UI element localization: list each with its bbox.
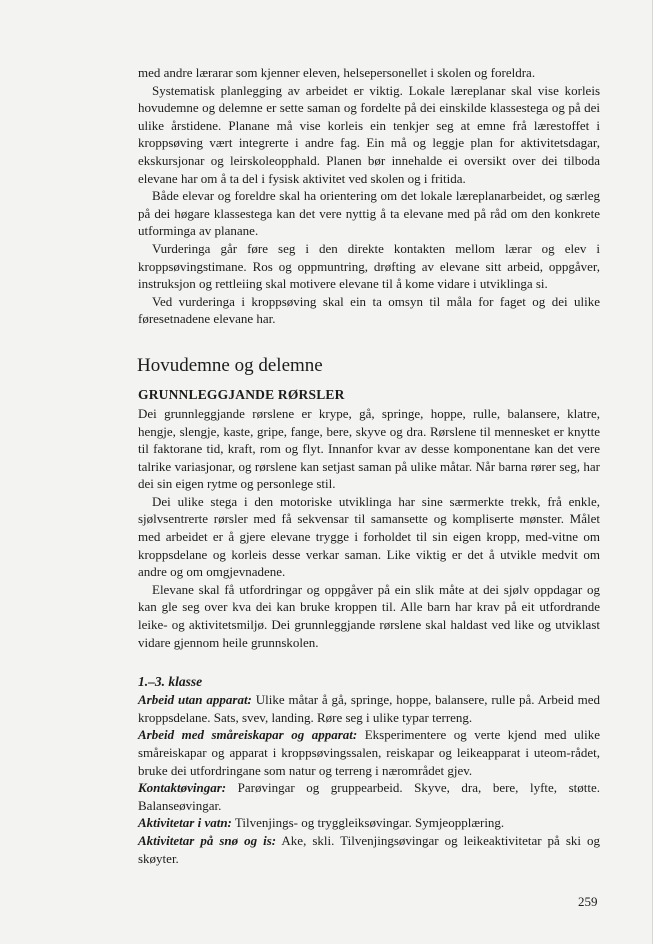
subsection-heading: GRUNNLEGGJANDE RØRSLER — [138, 386, 345, 402]
grade-item — [138, 832, 600, 867]
page-number: 259 — [578, 894, 598, 909]
goals-paragraph: Ved vurderinga i kroppsøving skal ein ta omsyn til måla for faget og dei ulike føresetnadene elevane har. — [138, 293, 600, 327]
grade-item-lead: Kontaktøvingar: — [138, 780, 227, 796]
motor-development-paragraph: Dei ulike stega i den motoriske utviklinga har sine særmerkte trekk, frå enkle, sjølvsentrerte rørsler med få sekvensar til samansette og kompliserte mønster. Målet med arbeidet er å gjere elevane trygge i forholdet til sin eigen kropp, med-vitne om kroppsdelane og korleis desse verkar saman. Like viktig er det å utvikle medvit om andre og om omgjevnadene. — [138, 493, 600, 580]
grade-item — [138, 726, 600, 779]
grade-item-text: Parøvingar og gruppearbeid. Skyve, dra, bere, lyfte, støtte. Balanseøvingar. — [138, 780, 600, 813]
assessment-paragraph: Vurderinga går føre seg i den direkte kontakten mellom lærar og elev i kroppsøvingstimane. Ros og oppmuntring, drøfting av elevane sitt arbeid, oppgåver, instruksjon og rettleiing skal motivere elevane til å kome vidare i utviklinga si. — [138, 240, 600, 292]
grade-item-text: Tilvenjings- og tryggleiksøvingar. Symjeopplæring. — [231, 815, 505, 831]
basic-movements-paragraph: Dei grunnleggjande rørslene er krype, gå, springe, hoppe, rulle, balansere, klatre, hengje, slengje, kaste, gripe, fange, bere, skyve og dra. Rørslene til mennesket er knytte til faktorane tid, kraft, rom og flyt. Innanfor kvar av desse komponentane kan det vere talrike variasjonar, og rørslene kan setjast saman på ulike måtar. Når barna rører seg, har dei sin eigen rytme og personlege stil. — [138, 405, 600, 492]
grade-item — [138, 779, 600, 814]
grade-item-text: Eksperimentere og verte kjend med ulike småreiskapar og apparat i kroppsøvingssalen, reiskapar og leikeapparat i uteom-rådet, bruke dei utfordringane som natur og terreng i nærområdet gjev. — [138, 727, 601, 778]
challenges-paragraph: Elevane skal få utfordringar og oppgåver på ein slik måte at dei sjølv oppdagar og kan gle seg over kva dei kan bruke kroppen til. Alle barn har krav på eit utfordrande leike- og aktivitetsmiljø. Dei grunnleggjande rørslene skal haldast ved like og utviklast vidare gjennom heile grunnskolen. — [138, 581, 600, 650]
section-heading: Hovudemne og delemne — [137, 354, 323, 376]
grade-item-lead: Arbeid utan apparat: — [138, 692, 252, 708]
grade-item-lead: Arbeid med småreiskapar og apparat: — [138, 727, 358, 743]
grade-item-lead: Aktivitetar i vatn: — [138, 815, 232, 831]
grade-item — [138, 814, 600, 832]
grade-heading: 1.–3. klasse — [138, 674, 203, 690]
page-content — [138, 64, 600, 867]
grade-item — [138, 691, 600, 726]
planning-paragraph: Systematisk planlegging av arbeidet er viktig. Lokale læreplanar skal vise korleis hovudemne og delemne er sette saman og fordelte på dei einskilde klassestega og på dei ulike årstidene. Planane må vise korleis ein tenkjer seg at emne frå lærestoffet i kroppsøving vært integrerte i andre fag. Ein må og leggje plan for aktivitetsdagar, ekskursjonar og leirskoleopphald. Planen bør innehalde ei oversikt over dei tilboda elevane har om å ta del i fysisk aktivitet ved skolen og i fritida. — [138, 82, 600, 186]
grade-item-text: Ake, skli. Tilvenjingsøvingar og leikeaktivitetar på ski og skøyter. — [138, 832, 600, 866]
intro-continuation: med andre lærarar som kjenner eleven, helsepersonellet i skolen og foreldra. — [138, 65, 536, 80]
grade-item-lead: Aktivitetar på snø og is: — [138, 832, 277, 848]
grade-item-text: Ulike måtar å gå, springe, hoppe, balansere, rulle på. Arbeid med kroppsdelane. Sats, svev, landing. Røre seg i ulike typar terreng. — [138, 692, 600, 725]
orientation-paragraph: Både elevar og foreldre skal ha orientering om det lokale læreplanarbeidet, og særleg på dei høgare klassestega kan det vere nyttig å ta elevane med på råd om den konkrete utforminga av planane. — [138, 188, 600, 239]
